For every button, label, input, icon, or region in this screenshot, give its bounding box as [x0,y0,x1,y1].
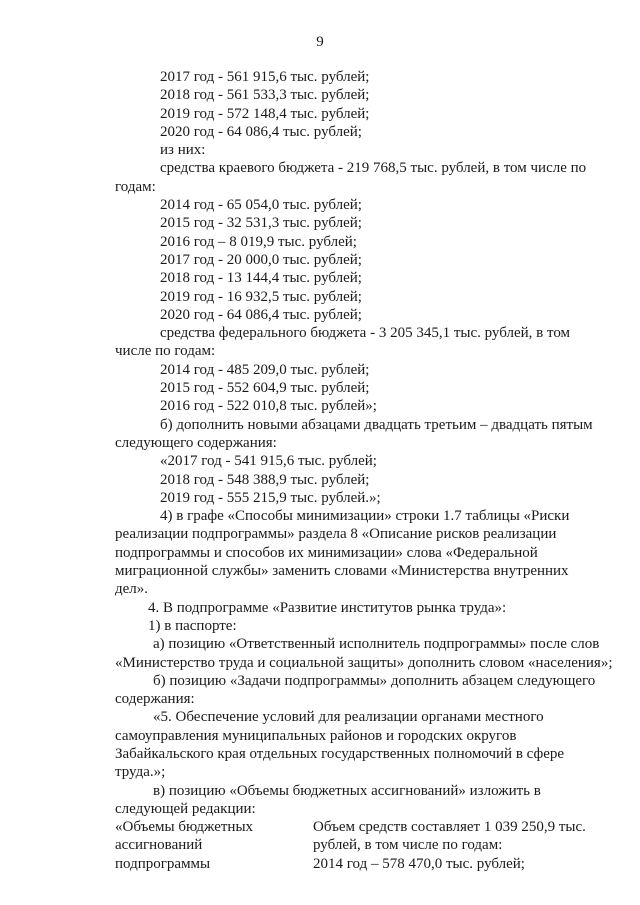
text-line: 4. В подпрограмме «Развитие институтов рынка труда»: [148,599,507,616]
text-line: дел». [115,581,149,598]
table-row [115,855,615,873]
table-row [115,836,615,854]
text-line: числе по годам: [115,343,216,360]
text-line: следующей редакции: [115,800,256,817]
text-line: 2015 год - 32 531,3 тыс. рублей; [160,215,362,232]
document-body [115,68,615,873]
text-line: реализации подпрограммы» раздела 8 «Описание рисков реализации [115,526,557,543]
text-line: труда.»; [115,764,166,781]
text-line: «2017 год - 541 915,6 тыс. рублей; [160,453,377,470]
text-line: 2014 год - 485 209,0 тыс. рублей; [160,361,370,378]
text-line: 2019 год - 555 215,9 тыс. рублей.»; [160,489,381,506]
table-cell-value: Объем средств составляет 1 039 250,9 тыс. [313,819,586,836]
table-cell-label: «Объемы бюджетных [115,819,254,836]
text-line: 2014 год - 65 054,0 тыс. рублей; [160,197,362,214]
text-line: 2016 год – 8 019,9 тыс. рублей; [160,233,357,250]
text-line: «Министерство труда и социальной защиты» дополнить словом «населения»; [115,654,613,671]
table-cell-value: рублей, в том числе по годам: [313,837,503,854]
text-line: 2018 год - 13 144,4 тыс. рублей; [160,270,362,287]
text-line: следующего содержания: [115,434,277,451]
text-line: содержания: [115,691,195,708]
text-line: 2017 год - 561 915,6 тыс. рублей; [160,69,370,85]
text-line: 2018 год - 561 533,3 тыс. рублей; [160,87,370,104]
text-line: 2017 год - 20 000,0 тыс. рублей; [160,251,362,268]
text-line: б) позицию «Задачи подпрограммы» дополнить абзацем следующего [153,672,596,689]
text-line: Забайкальского края отдельных государственных полномочий в сфере [115,745,565,762]
text-line: 2015 год - 552 604,9 тыс. рублей; [160,380,370,397]
text-line: а) позицию «Ответственный исполнитель подпрограммы» после слов [153,636,600,653]
text-line: самоуправления муниципальных районов и городских округов [115,727,517,744]
text-line: миграционной службы» заменить словами «Министерства внутренних [115,563,569,580]
text-line: «5. Обеспечение условий для реализации органами местного [153,709,544,726]
text-line: годам: [115,178,156,195]
text-line: 2019 год - 572 148,4 тыс. рублей; [160,105,370,122]
text-line: в) позицию «Объемы бюджетных ассигнований» изложить в [153,782,541,799]
table-cell-label: ассигнований [115,837,203,854]
text-line: 4) в графе «Способы минимизации» строки 1.7 таблицы «Риски [160,508,570,525]
text-line: 2020 год - 64 086,4 тыс. рублей; [160,306,362,323]
text-line: подпрограммы и способов их минимизации» слова «Федеральной [115,544,538,561]
text-line: 1) в паспорте: [148,617,237,634]
page-number: 9 [316,34,324,50]
text-line: б) дополнить новыми абзацами двадцать третьим – двадцать пятым [160,416,593,433]
table-cell-value: 2014 год – 578 470,0 тыс. рублей; [313,855,525,872]
text-line: 2020 год - 64 086,4 тыс. рублей; [160,123,362,140]
text-line: 2018 год - 548 388,9 тыс. рублей; [160,471,370,488]
table-cell-label: подпрограммы [115,855,211,872]
table-row [115,818,615,836]
text-line: 2019 год - 16 932,5 тыс. рублей; [160,288,362,305]
text-line: средства федерального бюджета - 3 205 345,1 тыс. рублей, в том [160,325,571,342]
text-line: 2016 год - 522 010,8 тыс. рублей»; [160,398,377,415]
text-line: средства краевого бюджета - 219 768,5 тыс. рублей, в том числе по [160,160,587,177]
text-line: из них: [160,142,206,159]
